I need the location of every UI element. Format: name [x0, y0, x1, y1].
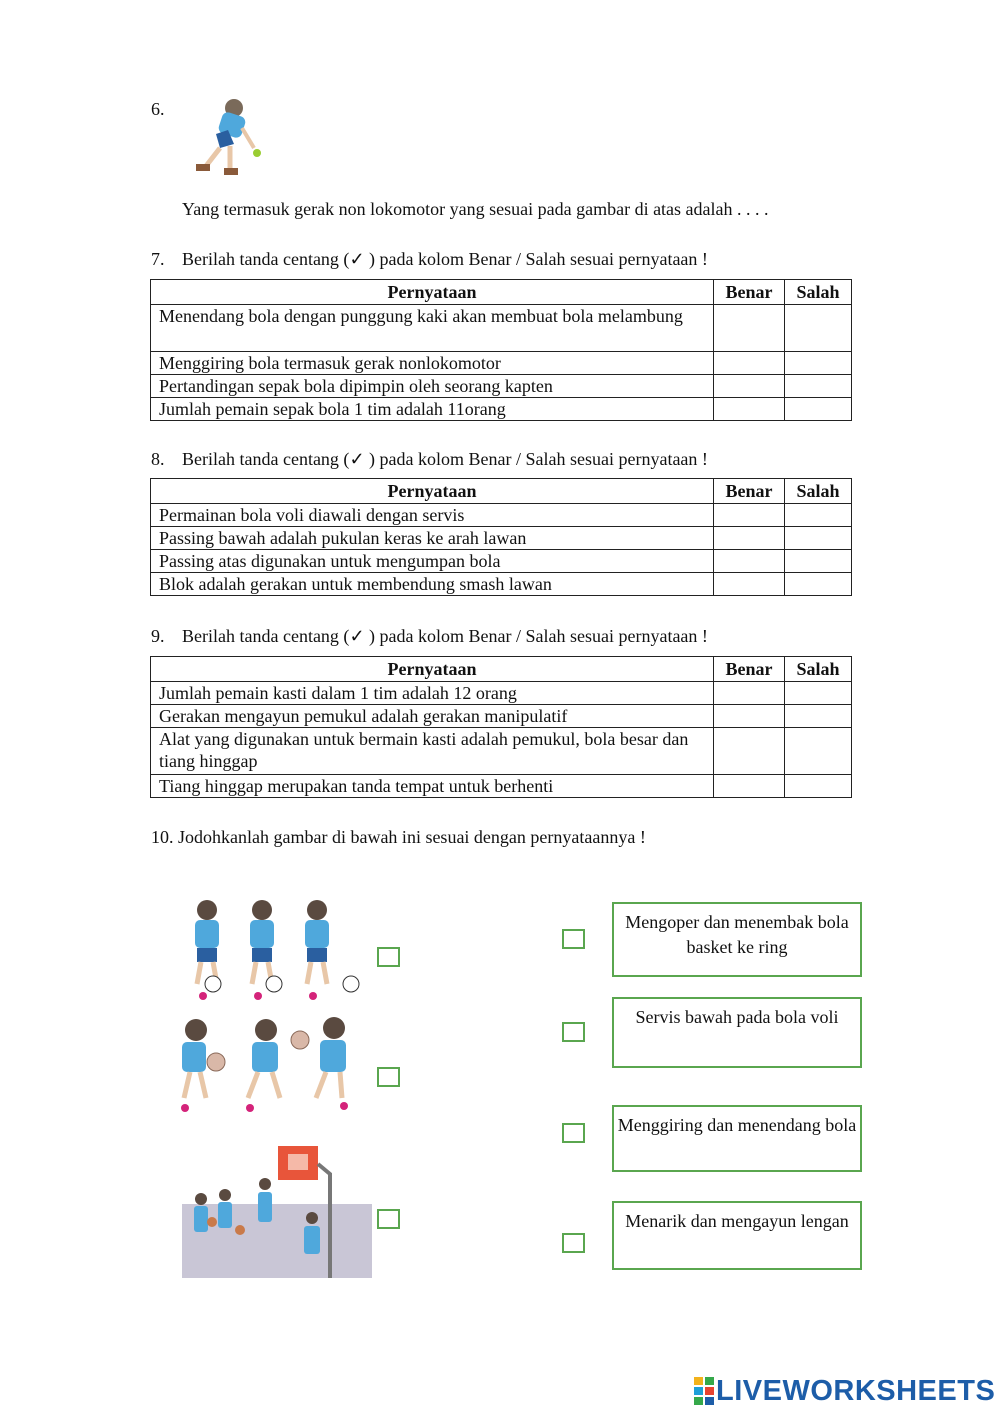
false-cell[interactable]	[785, 728, 852, 775]
false-cell[interactable]	[785, 775, 852, 798]
true-cell[interactable]	[714, 504, 785, 527]
table-row: Menggiring bola termasuk gerak nonlokomotor	[151, 352, 852, 375]
question-6-number: 6.	[151, 99, 165, 119]
true-false-table-9	[150, 656, 852, 798]
true-cell[interactable]	[714, 375, 785, 398]
header-statement: Pernyataan	[151, 657, 714, 682]
answer-box-2[interactable]: Servis bawah pada bola voli	[612, 997, 862, 1068]
true-cell[interactable]	[714, 573, 785, 596]
table-row: Blok adalah gerakan untuk membendung smash lawan	[151, 573, 852, 596]
logo-blocks-icon	[694, 1377, 716, 1405]
answer-box-4[interactable]: Menarik dan mengayun lengan	[612, 1201, 862, 1270]
false-cell[interactable]	[785, 504, 852, 527]
header-statement: Pernyataan	[151, 479, 714, 504]
false-cell[interactable]	[785, 550, 852, 573]
header-false: Salah	[785, 657, 852, 682]
checkmark-icon: ✓	[349, 249, 365, 269]
false-cell[interactable]	[785, 573, 852, 596]
answer-box-1[interactable]: Mengoper dan menembak bola basket ke ring	[612, 902, 862, 977]
true-cell[interactable]	[714, 682, 785, 705]
table-row: Pertandingan sepak bola dipimpin oleh seorang kapten	[151, 375, 852, 398]
question-10-text: 10. Jodohkanlah gambar di bawah ini sesuai dengan pernyataannya !	[151, 827, 646, 847]
answer-box-3[interactable]: Menggiring dan menendang bola	[612, 1105, 862, 1172]
volleyball-serve-illustration	[180, 1012, 366, 1116]
header-true: Benar	[714, 657, 785, 682]
false-cell[interactable]	[785, 682, 852, 705]
question-7-number: 7.	[151, 249, 165, 269]
answer-4-checkbox[interactable]	[562, 1233, 585, 1253]
checkmark-icon: ✓	[349, 449, 365, 469]
picture-2-checkbox[interactable]	[377, 1067, 400, 1087]
table-row: Tiang hinggap merupakan tanda tempat untuk berhenti	[151, 775, 852, 798]
answer-3-checkbox[interactable]	[562, 1123, 585, 1143]
true-cell[interactable]	[714, 705, 785, 728]
liveworksheets-logo	[694, 1374, 995, 1408]
true-cell[interactable]	[714, 728, 785, 775]
true-cell[interactable]	[714, 352, 785, 375]
false-cell[interactable]	[785, 527, 852, 550]
table-row: Alat yang digunakan untuk bermain kasti adalah pemukul, bola besar dan tiang hinggap	[151, 728, 852, 775]
answer-1-checkbox[interactable]	[562, 929, 585, 949]
table-row: Menendang bola dengan punggung kaki akan membuat bola melambung	[151, 305, 852, 352]
true-cell[interactable]	[714, 527, 785, 550]
picture-1-checkbox[interactable]	[377, 947, 400, 967]
table-row: Passing atas digunakan untuk mengumpan bola	[151, 550, 852, 573]
header-false: Salah	[785, 280, 852, 305]
true-cell[interactable]	[714, 775, 785, 798]
false-cell[interactable]	[785, 375, 852, 398]
table-row: Gerakan mengayun pemukul adalah gerakan manipulatif	[151, 705, 852, 728]
true-cell[interactable]	[714, 305, 785, 352]
false-cell[interactable]	[785, 352, 852, 375]
header-statement: Pernyataan	[151, 280, 714, 305]
true-cell[interactable]	[714, 550, 785, 573]
true-false-table-8	[150, 478, 852, 596]
false-cell[interactable]	[785, 305, 852, 352]
answer-2-checkbox[interactable]	[562, 1022, 585, 1042]
false-cell[interactable]	[785, 705, 852, 728]
question-9-number: 9.	[151, 626, 165, 646]
picture-3-checkbox[interactable]	[377, 1209, 400, 1229]
question-8-number: 8.	[151, 449, 165, 469]
question-8-instruction: Berilah tanda centang (✓ ) pada kolom Benar / Salah sesuai pernyataan !	[182, 449, 708, 469]
false-cell[interactable]	[785, 398, 852, 421]
dribbling-football-illustration	[183, 898, 363, 1002]
table-row: Jumlah pemain sepak bola 1 tim adalah 11orang	[151, 398, 852, 421]
header-true: Benar	[714, 280, 785, 305]
true-false-table-7	[150, 279, 852, 421]
question-6-text: Yang termasuk gerak non lokomotor yang sesuai pada gambar di atas adalah . . . .	[182, 199, 769, 219]
header-false: Salah	[785, 479, 852, 504]
table-row: Permainan bola voli diawali dengan servis	[151, 504, 852, 527]
header-true: Benar	[714, 479, 785, 504]
logo-text: LIVEWORKSHEETS	[716, 1374, 996, 1407]
boy-ball-illustration	[190, 96, 266, 180]
question-9-instruction: Berilah tanda centang (✓ ) pada kolom Benar / Salah sesuai pernyataan !	[182, 626, 708, 646]
checkmark-icon: ✓	[349, 626, 365, 646]
table-row: Passing bawah adalah pukulan keras ke arah lawan	[151, 527, 852, 550]
question-7-instruction: Berilah tanda centang (✓ ) pada kolom Benar / Salah sesuai pernyataan !	[182, 249, 708, 269]
true-cell[interactable]	[714, 398, 785, 421]
table-row: Jumlah pemain kasti dalam 1 tim adalah 12 orang	[151, 682, 852, 705]
basketball-illustration	[182, 1144, 372, 1278]
